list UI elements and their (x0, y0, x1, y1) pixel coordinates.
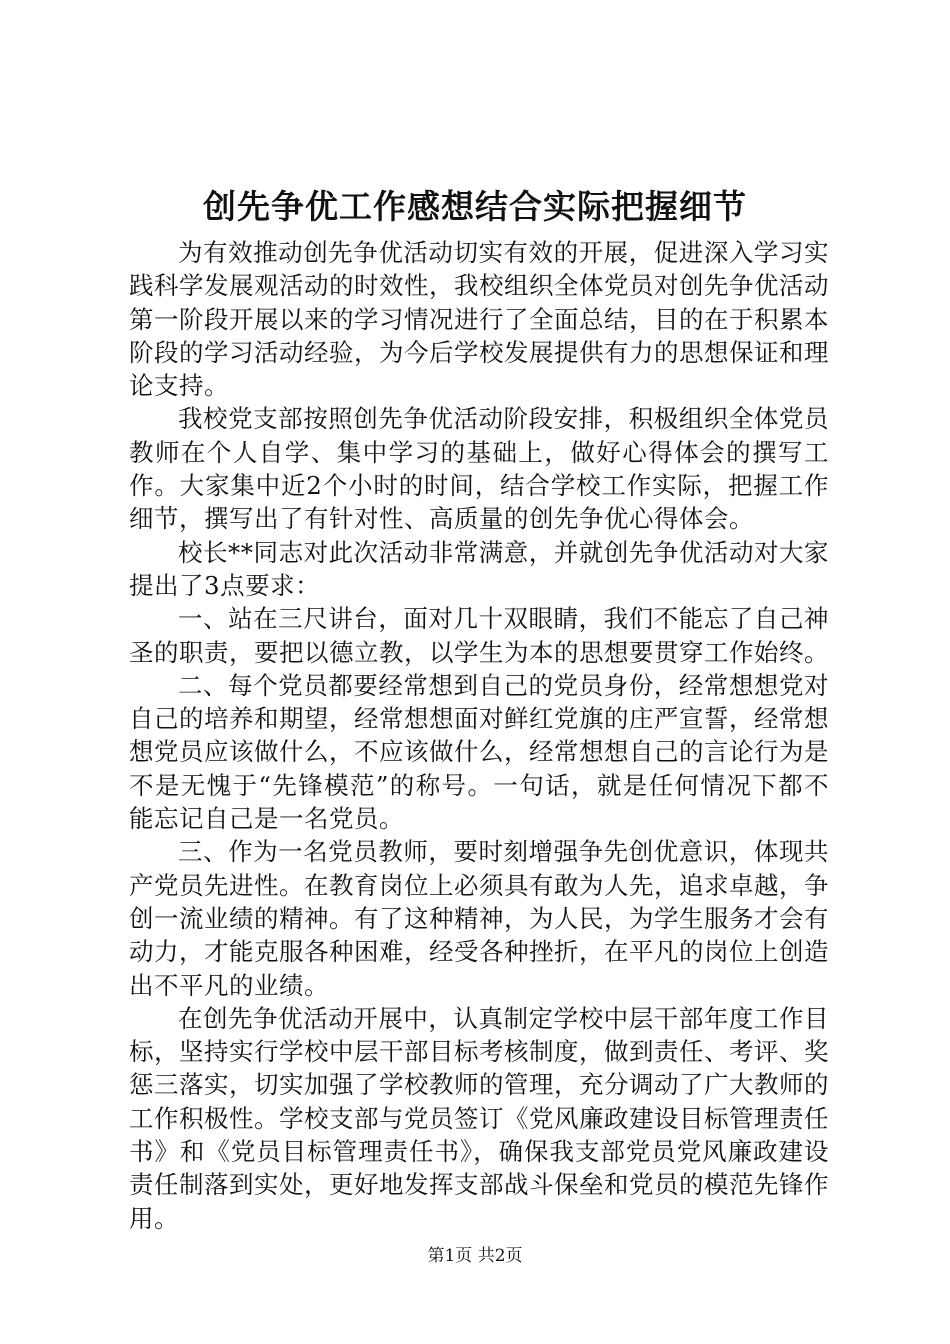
document-title: 创先争优工作感想结合实际把握细节 (203, 187, 747, 226)
page-footer: 第1页 共2页 (427, 1246, 523, 1266)
paragraph-branch-activity: 我校党支部按照创先争优活动阶段安排，积极组织全体党员教师在个人自学、集中学习的基础上，做好心得体会的撰写工作。大家集中近2个小时的时间，结合学校工作实际，把握工作细节，撰写出了有针对性、高质量的创先争优心得体会。 (129, 404, 829, 534)
paragraph-management: 在创先争优活动开展中，认真制定学校中层干部年度工作目标，坚持实行学校中层干部目标考核制度，做到责任、考评、奖惩三落实，切实加强了学校教师的管理，充分调动了广大教师的工作积极性。学校支部与党员签订《党风廉政建设目标管理责任书》和《党员目标管理责任书》，确保我支部党员党风廉政建设责任制落到实处，更好地发挥支部战斗保垒和党员的模范先锋作用。 (129, 1003, 829, 1233)
paragraph-principal-requirements: 校长**同志对此次活动非常满意，并就创先争优活动对大家提出了3点要求： (129, 537, 829, 600)
paragraph-requirement-two: 二、每个党员都要经常想到自己的党员身份，经常想想党对自己的培养和期望，经常想想面对鲜红党旗的庄严宣誓，经常想想党员应该做什么，不应该做什么，经常想想自己的言论行为是不是无愧于“先锋模范”的称号。一句话，就是任何情况下都不能忘记自己是一名党员。 (129, 670, 829, 834)
paragraph-intro: 为有效推动创先争优活动切实有效的开展，促进深入学习实践科学发展观活动的时效性，我校组织全体党员对创先争优活动第一阶段开展以来的学习情况进行了全面总结，目的在于积累本阶段的学习活动经验，为今后学校发展提供有力的思想保证和理论支持。 (129, 238, 829, 401)
paragraph-requirement-one: 一、站在三尺讲台，面对几十双眼睛，我们不能忘了自己神圣的职责，要把以德立教，以学生为本的思想要贯穿工作始终。 (129, 604, 829, 667)
document-body (129, 236, 829, 1235)
paragraph-requirement-three: 三、作为一名党员教师，要时刻增强争先创优意识，体现共产党员先进性。在教育岗位上必须具有敢为人先，追求卓越，争创一流业绩的精神。有了这种精神，为人民，为学生服务才会有动力，才能克服各种困难，经受各种挫折，在平凡的岗位上创造出不平凡的业绩。 (129, 837, 829, 1000)
